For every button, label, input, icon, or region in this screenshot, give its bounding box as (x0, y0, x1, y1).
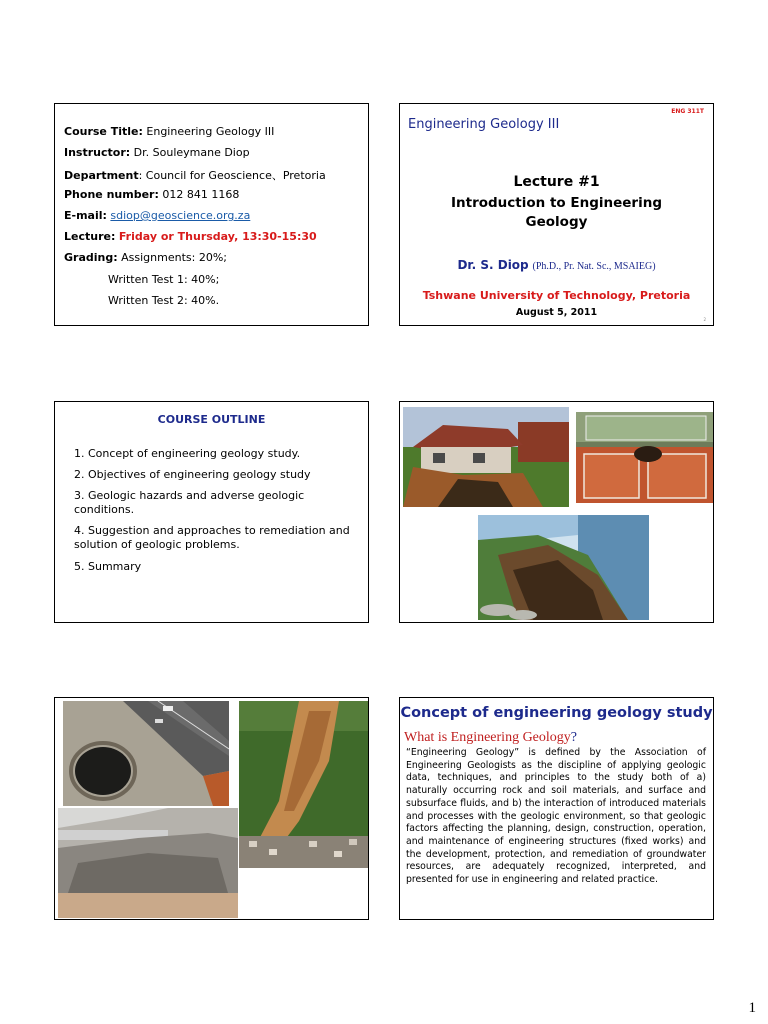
concept-subtitle (404, 730, 577, 746)
lecture-label: Lecture: (64, 230, 116, 243)
grading-test2: Written Test 2: 40%. (108, 294, 220, 307)
sinkhole-tennis-court-photo (576, 412, 714, 503)
email-label: E-mail: (64, 209, 107, 222)
slide-course-outline (54, 401, 369, 623)
grading-row (64, 251, 227, 264)
instructor-label: Instructor: (64, 146, 131, 159)
outline-item: 3. Geologic hazards and adverse geologic conditions. (74, 489, 305, 516)
course-title-row (64, 125, 274, 138)
instructor-value: Dr. Souleymane Diop (133, 146, 250, 159)
department-value: : Council for Geoscience、Pretoria (138, 169, 326, 182)
definition-body: “Engineering Geology” is defined by the Association of Engineering Geologists as the discipline of applying geologic data, techniques, and principles to the study both of a) naturally occurring rock and soil materials, and surface and subsurface fluids, and b) the interaction of introduced materials and processes with the geologic environment, so that geologic factors affecting the planning, design, construction, operation, and maintenance of engineering structures (fixed works) and the development, protection, and remediation of groundwater resources, are adequately recognized, interpreted, and presented for use in engineering and related practice. (406, 747, 706, 886)
slide-photos-hazards (54, 697, 369, 920)
grading-assignments: Assignments: 20%; (121, 251, 227, 264)
department-label: Department (64, 169, 139, 182)
slide-concept-definition (399, 697, 714, 920)
outline-item: 5. Summary (74, 560, 142, 573)
instructor-row (64, 146, 250, 159)
lecture-date: August 5, 2011 (515, 307, 598, 318)
lecture-row (64, 230, 317, 243)
slide-photos-damage (399, 401, 714, 623)
outline-title: COURSE OUTLINE (157, 413, 266, 426)
coastal-landslide-photo (478, 515, 649, 620)
outline-item: 1. Concept of engineering geology study. (74, 447, 301, 460)
hillside-landslide-photo (239, 701, 369, 868)
collapsed-house-photo (403, 407, 569, 507)
department-row (64, 167, 326, 183)
lecture-heading-line2: Geology (525, 214, 588, 230)
highway-sinkhole-photo (63, 701, 229, 806)
outline-item: 2. Objectives of engineering geology study (74, 468, 311, 481)
slide-title: Engineering Geology III (408, 117, 560, 132)
email-row (64, 209, 250, 222)
rockfall-debris-photo (58, 808, 238, 918)
university: Tshwane University of Technology, Pretoria (422, 289, 691, 302)
course-code: ENG 311T (671, 108, 704, 115)
slide-number: 2 (703, 317, 706, 322)
author-line (400, 258, 713, 272)
author-credentials: (Ph.D., Pr. Nat. Sc., MSAIEG) (532, 261, 656, 272)
subtitle-question-mark: ? (570, 730, 578, 745)
grading-label: Grading: (64, 251, 118, 264)
concept-title: Concept of engineering geology study (400, 705, 713, 721)
email-link[interactable]: sdiop@geoscience.org.za (110, 209, 251, 222)
lecture-time: Friday or Thursday, 13:30-15:30 (118, 230, 317, 243)
outline-item: 4. Suggestion and approaches to remediation and solution of geologic problems. (74, 524, 350, 551)
subtitle-text: What is Engineering Geology (404, 730, 571, 745)
phone-value: 012 841 1168 (162, 188, 240, 201)
slide-title-lecture (399, 103, 714, 326)
course-title-label: Course Title: (64, 125, 143, 138)
course-title-value: Engineering Geology III (146, 125, 275, 138)
page-number: 1 (748, 1000, 756, 1016)
slide-course-info (54, 103, 369, 326)
phone-label: Phone number: (64, 188, 159, 201)
lecture-heading-line1: Introduction to Engineering (451, 195, 662, 211)
phone-row (64, 188, 239, 201)
author-name: Dr. S. Diop (457, 258, 529, 272)
grading-test1: Written Test 1: 40%; (108, 273, 220, 286)
lecture-number: Lecture #1 (513, 174, 600, 190)
